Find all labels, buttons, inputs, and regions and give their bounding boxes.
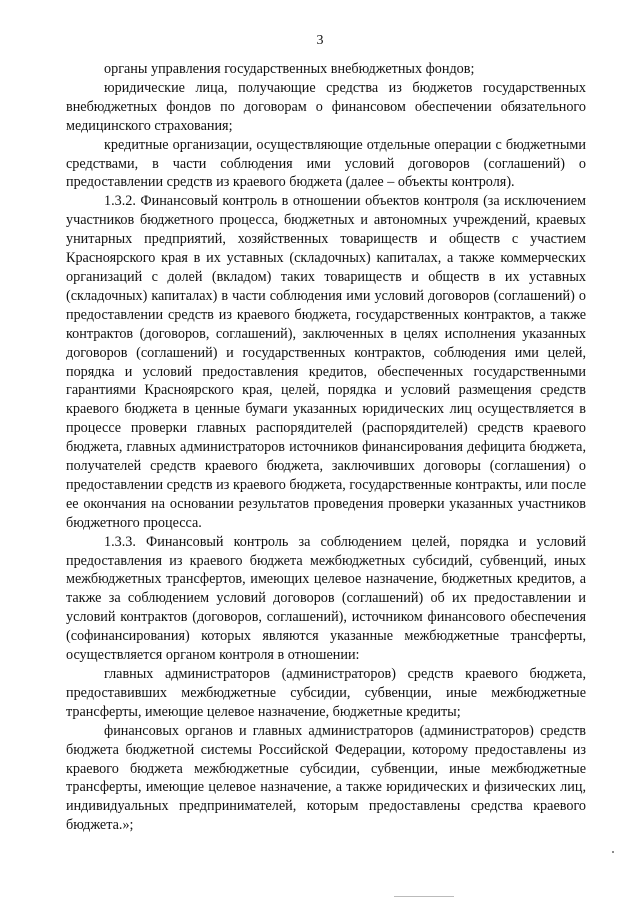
paragraph-legal-entities: юридические лица, получающие средства из бюджетов государственных внебюджетных фондов по договорам о финансовом обеспечении обязательного медицинского страхования; (66, 79, 586, 134)
document-body (66, 60, 586, 835)
paragraph-vnebudget-funds: органы управления государственных внебюджетных фондов; (104, 61, 475, 77)
paragraph-main-administrators: главных администраторов (администраторов) средств краевого бюджета, предоставивших межбюджетные субсидии, субвенции, иные межбюджетные трансферты, имеющие целевое назначение, бюджетные кредиты; (66, 666, 586, 720)
paragraph-credit-organizations: кредитные организации, осуществляющие отдельные операции с бюджетными средствами, в части соблюдения ими условий договоров (соглашений) о предоставлении средств из краевого бюджета (далее – объекты контроля). (66, 136, 586, 191)
page-number: 3 (316, 33, 324, 48)
paragraph-1-3-2: 1.3.2. Финансовый контроль в отношении объектов контроля (за исключением участников бюджетного процесса, бюджетных и автономных учреждений, краевых унитарных предприятий, хозяйственных товариществ и обществ с участием Красноярского края в их уставных (складочных) капиталах, а также коммерческих организаций с долей (вкладом) таких товариществ и обществ в их уставных (складочных) капиталах) в части соблюдения ими условий договоров (соглашений) о предоставлении средств из краевого бюджета, государственных контрактов, а также контрактов (договоров, соглашений), заключенных в целях исполнения указанных договоров (соглашений) и государственных контрактов, соблюдения ими целей, порядка и условий предоставления кредитов, обеспеченных государственными гарантиями Красноярского края, целей, порядка и условий размещения средств краевого бюджета в ценные бумаги указанных юридических лиц осуществляется в процессе проверки главных распорядителей (распорядителей) средств краевого бюджета, главных администраторов источников финансирования дефицита бюджета, получателей средств краевого бюджета, заключивших договоры (соглашения) о предоставлении средств из краевого бюджета, государственные контракты, или после ее окончания на основании результатов проведения проверки указанных участников бюджетного процесса. (66, 193, 586, 531)
scan-speck (612, 851, 614, 853)
scan-edge-mark (394, 896, 454, 897)
paragraph-financial-bodies: финансовых органов и главных администраторов (администраторов) средств бюджета бюджетной системы Российской Федерации, которому предоставлены из краевого бюджета межбюджетные субсидии, субвенции, иные межбюджетные трансферты, имеющие целевое назначение, а также юридических и физических лиц, индивидуальных предпринимателей, которым предоставлены средства краевого бюджета.»; (66, 722, 586, 834)
paragraph-1-3-3: 1.3.3. Финансовый контроль за соблюдением целей, порядка и условий предоставления из краевого бюджета межбюджетных субсидий, субвенций, иных межбюджетных трансфертов, имеющих целевое назначение, бюджетных кредитов, а также за соблюдением условий договоров (соглашений) об их предоставлении и условий контрактов (договоров, соглашений), источником финансового обеспечения (софинансирования) которых являются указанные межбюджетные трансферты, осуществляется органом контроля в отношении: (66, 533, 586, 664)
